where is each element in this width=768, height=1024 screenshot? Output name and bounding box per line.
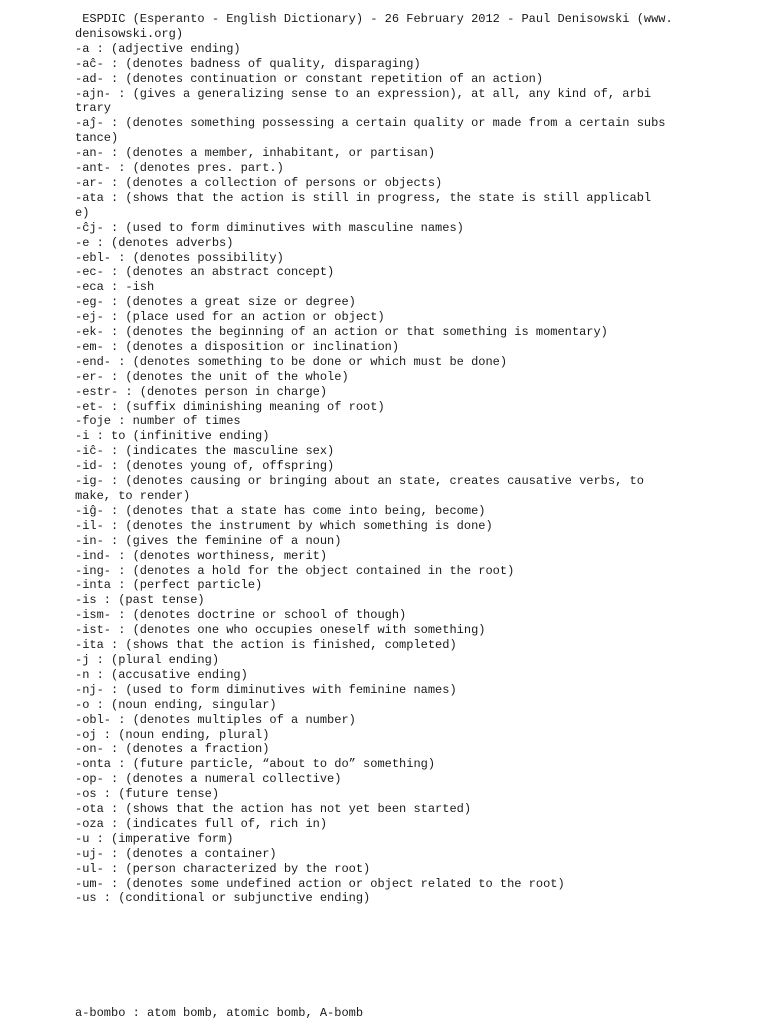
dictionary-entry: -eca : -ish xyxy=(75,280,155,295)
dictionary-entry: -us : (conditional or subjunctive ending) xyxy=(75,891,371,906)
dictionary-entry: -onta : (future particle, “about to do” something) xyxy=(75,757,436,772)
entry-list xyxy=(75,42,695,907)
dictionary-entry: -aĉ- : (denotes badness of quality, disparaging) xyxy=(75,56,421,71)
next-section-entry: a-bombo : atom bomb, atomic bomb, A-bomb xyxy=(75,1006,364,1020)
dictionary-entry: -op- : (denotes a numeral collective) xyxy=(75,772,342,787)
dictionary-entry: -uj- : (denotes a container) xyxy=(75,846,277,861)
dictionary-entry: -ism- : (denotes doctrine or school of though) xyxy=(75,608,407,623)
dictionary-entry: -ek- : (denotes the beginning of an action or that something is momentary) xyxy=(75,325,608,340)
dictionary-entry: -on- : (denotes a fraction) xyxy=(75,742,270,757)
dictionary-entry: -inta : (perfect particle) xyxy=(75,578,263,593)
dictionary-entry: -oj : (noun ending, plural) xyxy=(75,727,270,742)
dictionary-entry: -estr- : (denotes person in charge) xyxy=(75,384,328,399)
dictionary-entry: -e : (denotes adverbs) xyxy=(75,235,234,250)
dictionary-entry: -um- : (denotes some undefined action or object related to the root) xyxy=(75,876,565,891)
dictionary-entry: -er- : (denotes the unit of the whole) xyxy=(75,369,349,384)
dictionary-entry: -end- : (denotes something to be done or which must be done) xyxy=(75,354,508,369)
dictionary-entry: -i : to (infinitive ending) xyxy=(75,429,270,444)
dictionary-entry: -o : (noun ending, singular) xyxy=(75,697,277,712)
header-line-2: denisowski.org) xyxy=(75,26,184,41)
dictionary-entry: -ota : (shows that the action has not yet been started) xyxy=(75,802,472,817)
dictionary-entry: -ĉj- : (used to form diminutives with masculine names) xyxy=(75,220,464,235)
dictionary-entry: -ing- : (denotes a hold for the object contained in the root) xyxy=(75,563,515,578)
dictionary-entry: -in- : (gives the feminine of a noun) xyxy=(75,533,342,548)
dictionary-entry: -ad- : (denotes continuation or constant repetition of an action) xyxy=(75,71,544,86)
dictionary-entry: -id- : (denotes young of, offspring) xyxy=(75,459,335,474)
dictionary-entry: -em- : (denotes a disposition or inclination) xyxy=(75,339,400,354)
dictionary-entry: -j : (plural ending) xyxy=(75,652,220,667)
dictionary-entry: -an- : (denotes a member, inhabitant, or partisan) xyxy=(75,146,436,161)
dictionary-entry: -foje : number of times xyxy=(75,414,241,429)
dictionary-entry: -eg- : (denotes a great size or degree) xyxy=(75,295,356,310)
dictionary-entry: -obl- : (denotes multiples of a number) xyxy=(75,712,356,727)
dictionary-entry: -ita : (shows that the action is finished, completed) xyxy=(75,638,457,653)
dictionary-entry: -ec- : (denotes an abstract concept) xyxy=(75,265,335,280)
dictionary-entry: -iĉ- : (indicates the masculine sex) xyxy=(75,444,335,459)
dictionary-entry: -ej- : (place used for an action or object) xyxy=(75,310,385,325)
dictionary-entry: -et- : (suffix diminishing meaning of root) xyxy=(75,399,385,414)
dictionary-entry: -n : (accusative ending) xyxy=(75,667,248,682)
dictionary-entry: -aĵ- : (denotes something possessing a certain quality or made from a certain subs xyxy=(75,116,666,131)
dictionary-entry: -ant- : (denotes pres. part.) xyxy=(75,161,284,176)
dictionary-entry: -ata : (shows that the action is still in progress, the state is still applicabl xyxy=(75,190,652,205)
dictionary-entry-continuation: make, to render) xyxy=(75,489,191,503)
dictionary-entry: -ind- : (denotes worthiness, merit) xyxy=(75,548,328,563)
dictionary-entry: -is : (past tense) xyxy=(75,593,205,608)
dictionary-entry: -os : (future tense) xyxy=(75,787,220,802)
dictionary-entry: -ajn- : (gives a generalizing sense to an expression), at all, any kind of, arbi xyxy=(75,86,652,101)
dictionary-page xyxy=(75,12,695,906)
dictionary-entry: -a : (adjective ending) xyxy=(75,41,241,56)
dictionary-entry: -oza : (indicates full of, rich in) xyxy=(75,816,328,831)
dictionary-entry: -ebl- : (denotes possibility) xyxy=(75,250,284,265)
dictionary-entry: -ist- : (denotes one who occupies oneself with something) xyxy=(75,623,486,638)
dictionary-entry-continuation: tance) xyxy=(75,131,119,146)
dictionary-entry: -ar- : (denotes a collection of persons or objects) xyxy=(75,175,443,190)
dictionary-entry: -nj- : (used to form diminutives with feminine names) xyxy=(75,682,457,697)
dictionary-entry-continuation: e) xyxy=(75,205,90,220)
dictionary-entry-continuation: trary xyxy=(75,101,112,116)
header-line-1: ESPDIC (Esperanto - English Dictionary) - 26 February 2012 - Paul Denisowski (www. xyxy=(75,12,673,26)
dictionary-entry: -ul- : (person characterized by the root) xyxy=(75,861,371,876)
dictionary-entry: -u : (imperative form) xyxy=(75,831,234,846)
dictionary-entry: -ig- : (denotes causing or bringing about an state, creates causative verbs, to xyxy=(75,474,644,489)
dictionary-entry: -il- : (denotes the instrument by which something is done) xyxy=(75,518,493,533)
dictionary-entry: -iĝ- : (denotes that a state has come into being, become) xyxy=(75,503,486,518)
